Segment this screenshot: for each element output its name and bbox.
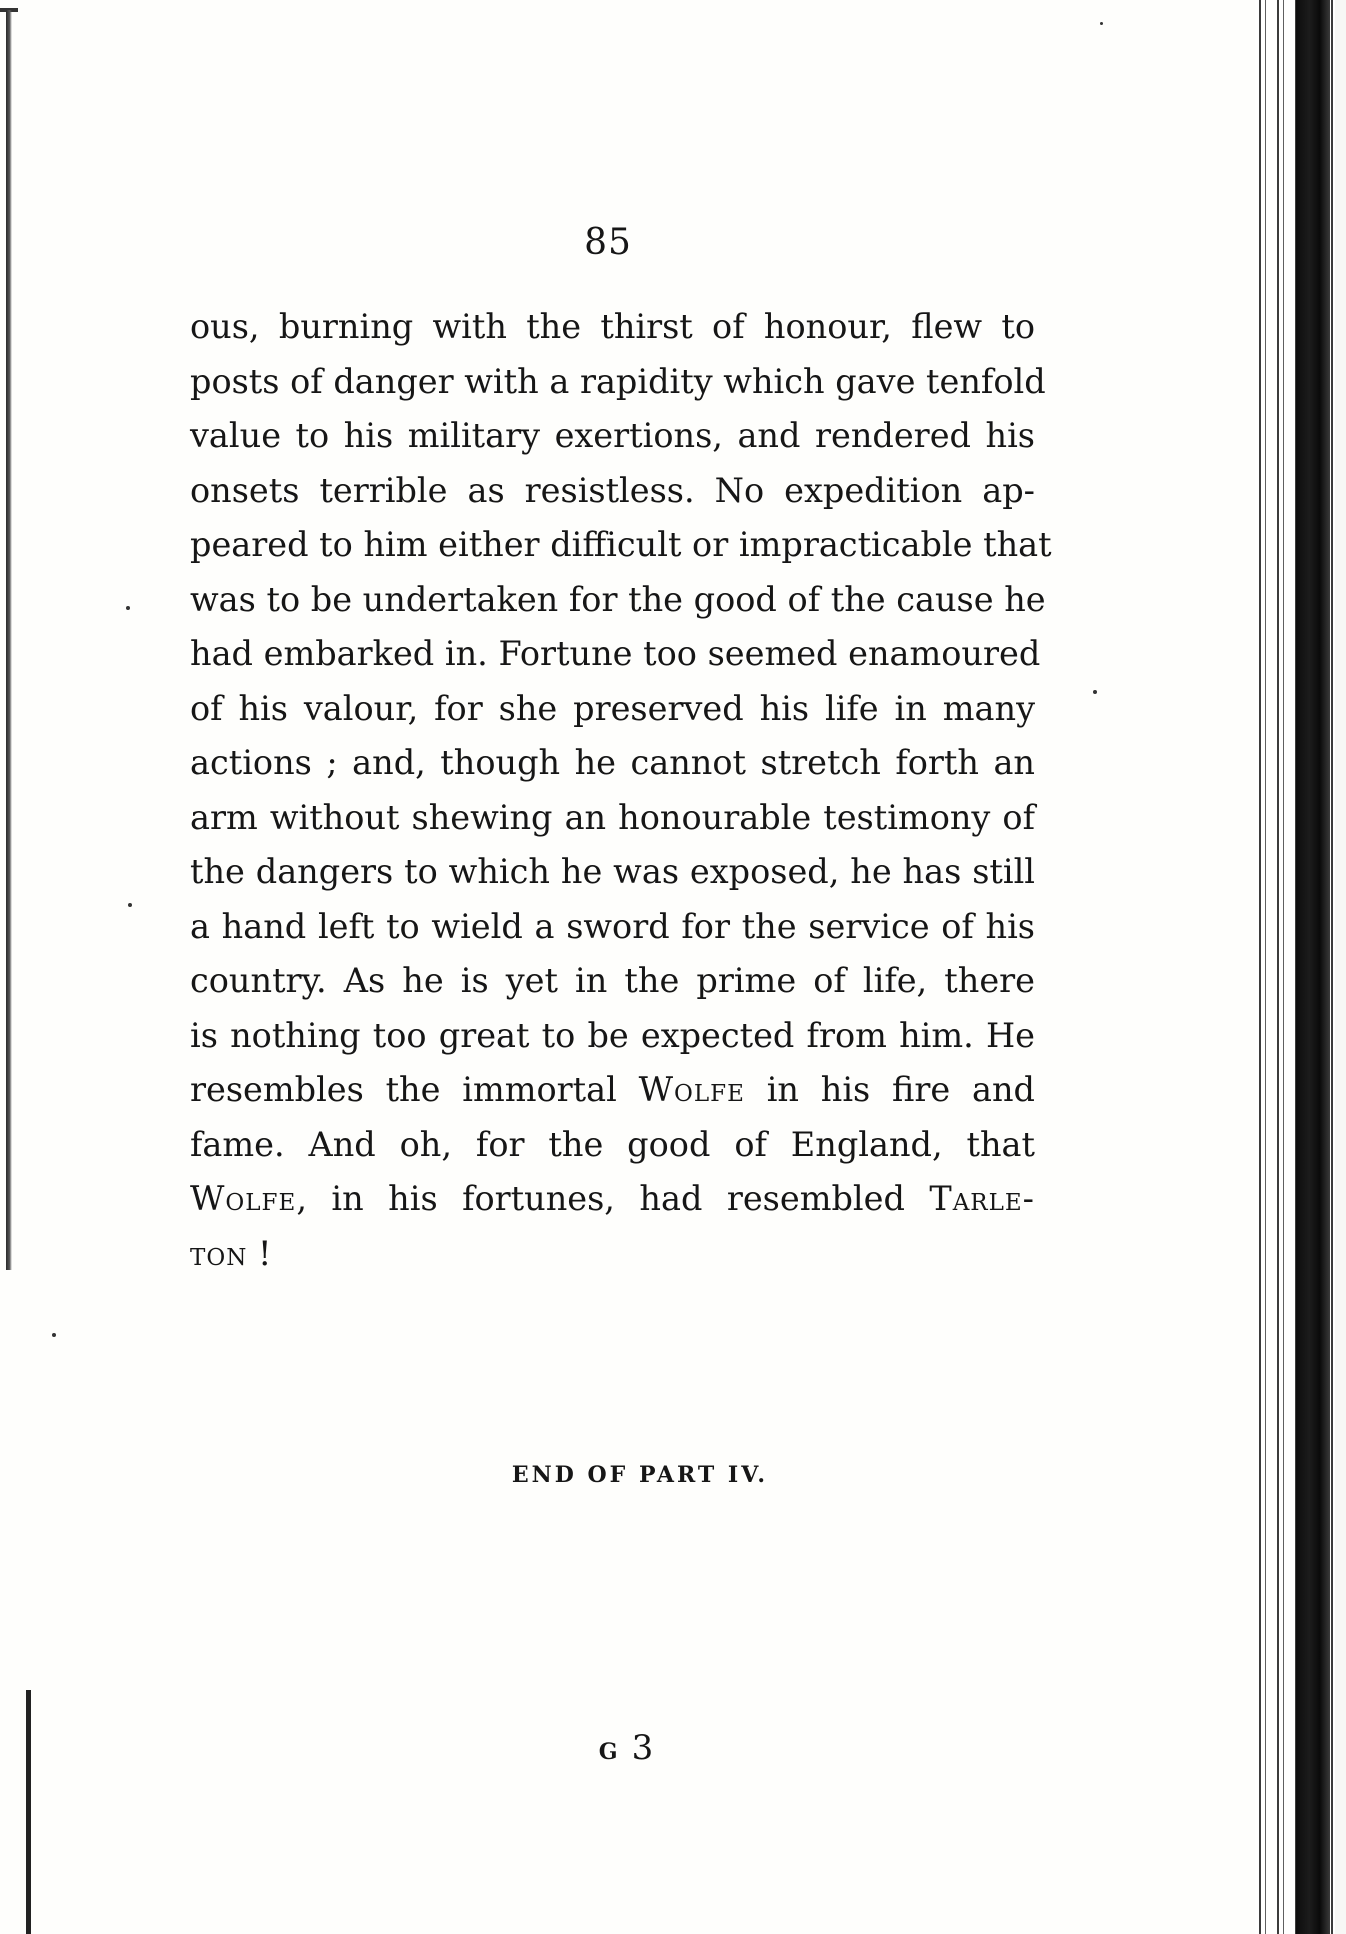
- text-fragment: in his fire and: [744, 1070, 1035, 1109]
- text-line: ous, burning with the thirst of honour, flew to: [190, 307, 1035, 346]
- text-fragment: , in his fortunes, had resembled: [296, 1179, 930, 1218]
- name-tarleton-end: ton: [190, 1233, 248, 1273]
- text-line: [190, 1172, 1035, 1227]
- scan-edge-left: [6, 10, 12, 1270]
- text-line: posts of danger with a rapidity which gave tenfold: [190, 361, 1046, 401]
- name-wolfe: Wolfe: [638, 1070, 745, 1109]
- signature-mark: [576, 1728, 676, 1768]
- text-line: arm without shewing an honourable testimony of: [190, 797, 1035, 837]
- text-line: fame. And oh, for the good of England, that: [190, 1124, 1035, 1164]
- signature-letter: G: [598, 1739, 618, 1765]
- text-line: was to be undertaken for the good of the cause he: [190, 579, 1046, 619]
- signature-number: 3: [631, 1728, 654, 1768]
- name-tarleton: Tarle-: [929, 1179, 1035, 1218]
- text-line: a hand left to wield a sword for the service of his: [190, 906, 1035, 946]
- text-line: value to his military exertions, and rendered his: [190, 416, 1035, 455]
- text-line: had embarked in. Fortune too seemed enamoured: [190, 634, 1041, 673]
- body-text: [190, 300, 1052, 1281]
- text-line: of his valour, for she preserved his life in many: [190, 688, 1035, 728]
- ink-speck: [52, 1333, 56, 1337]
- page-number: 85: [584, 222, 632, 263]
- text-line: is nothing too great to be expected from him. He: [190, 1015, 1035, 1055]
- ink-speck: [1093, 690, 1097, 694]
- text-line: country. As he is yet in the prime of life, there: [190, 961, 1035, 1000]
- text-line: actions ; and, though he cannot stretch forth an: [190, 743, 1035, 782]
- ink-speck: [1100, 22, 1103, 25]
- text-line: peared to him either difficult or impracticable that: [190, 525, 1052, 564]
- text-line: the dangers to which he was exposed, he has still: [190, 852, 1035, 891]
- ink-speck: [126, 606, 130, 610]
- scan-edge-right-strip: [1335, 0, 1346, 1934]
- text-fragment: !: [247, 1233, 272, 1273]
- text-line: [190, 1227, 1035, 1282]
- scan-edge-left-bottom: [26, 1690, 31, 1934]
- text-line: onsets terrible as resistless. No expedition ap-: [190, 470, 1035, 510]
- name-wolfe: Wolfe: [190, 1179, 297, 1218]
- text-fragment: resembles the immortal: [190, 1070, 639, 1109]
- ink-speck: [128, 903, 132, 907]
- end-of-part-marker: END OF PART IV.: [511, 1462, 769, 1488]
- scan-edge-right-dark: [1296, 0, 1330, 1934]
- text-line: [190, 1063, 1035, 1118]
